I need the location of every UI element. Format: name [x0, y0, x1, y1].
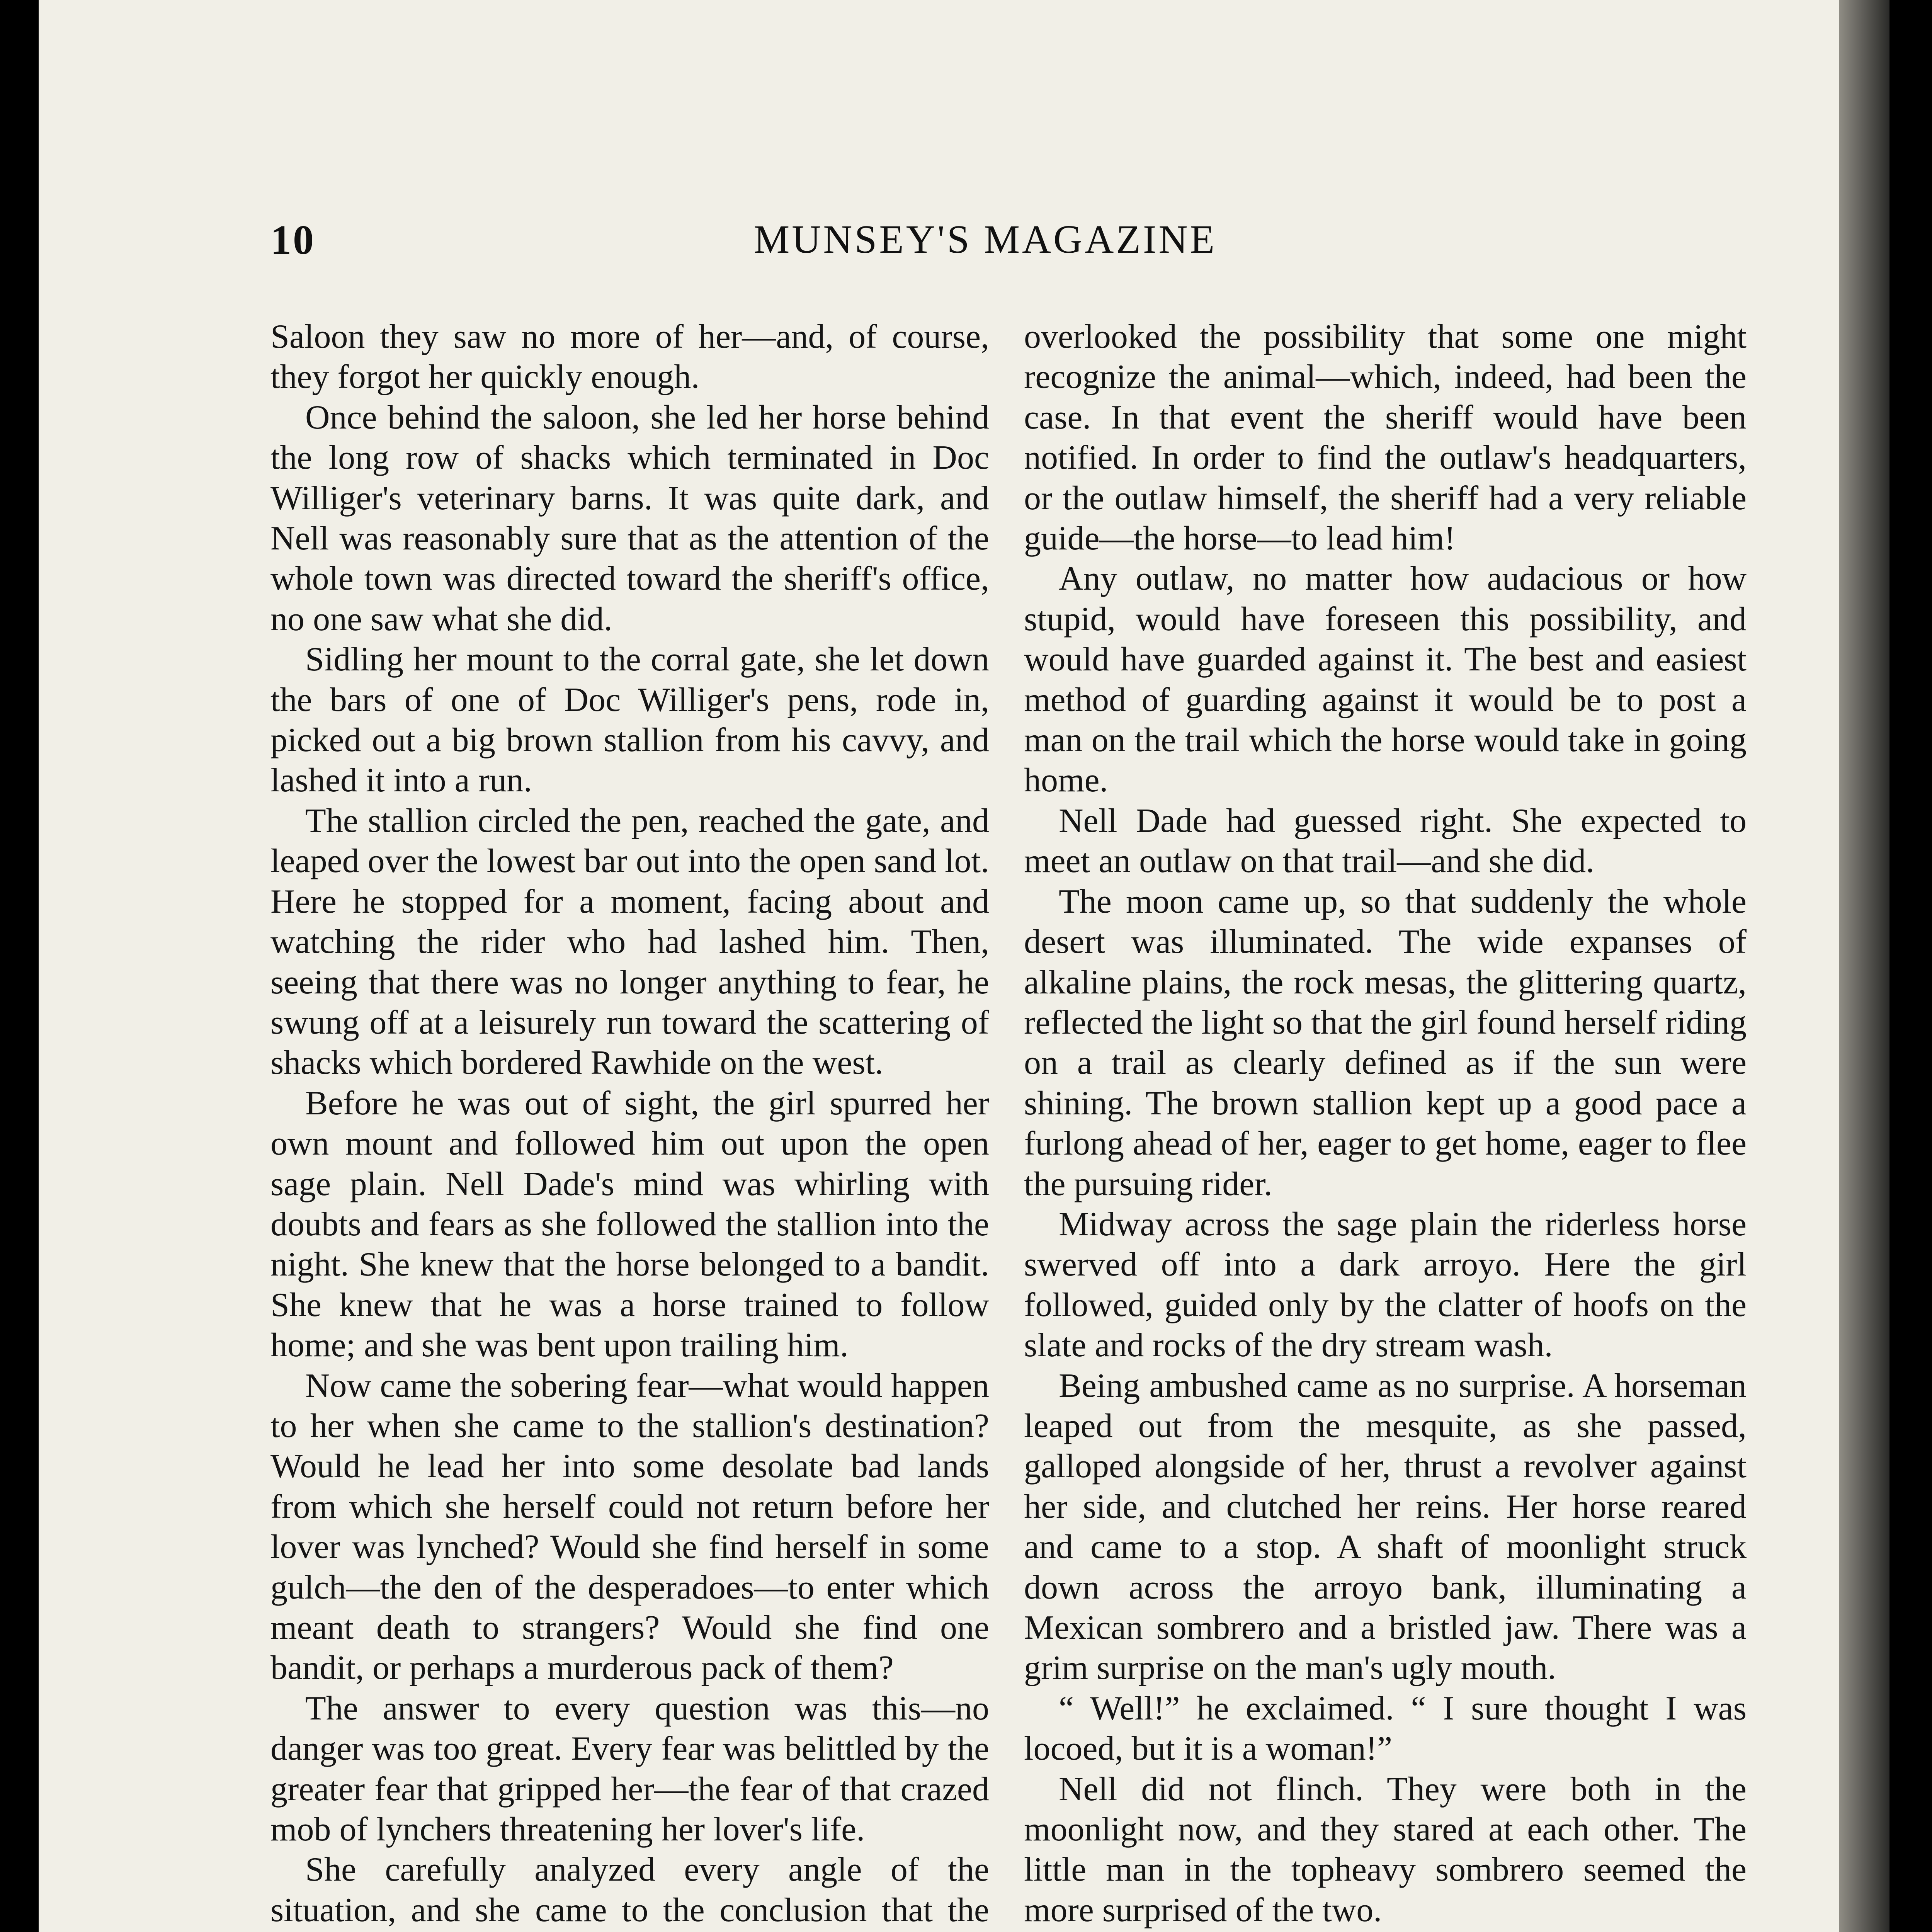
paragraph: Midway across the sage plain the riderless horse swerved off into a dark arroyo. Here the girl followed, guided only by the clatter of hoofs on the slate and rocks of the dry stream wash. [1024, 1205, 1747, 1364]
paragraph: Any outlaw, no matter how audacious or how stupid, would have foreseen this possibility, and would have guarded against it. The best and easiest method of guarding against it would be to post a man on the trail which the horse would take in going home. [1024, 560, 1747, 799]
paragraph: Once behind the saloon, she led her horse behind the long row of shacks which terminated in Doc Williger's veterinary barns. It was quite dark, and Nell was reasonably sure that as the attention of the whole town was directed toward the sheriff's office, no one saw what she did. [270, 398, 989, 638]
paragraph: Nell Dade had guessed right. She expected to meet an outlaw on that trail—and she did. [1024, 802, 1747, 880]
paragraph: Being ambushed came as no surprise. A horseman leaped out from the mesquite, as she passed, galloped alongside of her, thrust a revolver against her side, and clutched her reins. Her horse reared and came to a stop. A shaft of moonlight struck down across the arroyo bank, illuminating a Mexican sombrero and a bristled jaw. There was a grim surprise on the man's ugly mouth. [1024, 1367, 1747, 1687]
page-number: 10 [270, 217, 315, 263]
page-gutter-shadow [1839, 0, 1889, 1932]
page-header [270, 216, 1700, 294]
paragraph: “ Well!” he exclaimed. “ I sure thought I was locoed, but it is a woman!” [1024, 1689, 1747, 1768]
paragraph: The answer to every question was this—no danger was too great. Every fear was belittled by the greater fear that gripped her—the fear of that crazed mob of lynchers threatening her lover's life. [270, 1689, 989, 1849]
left-column [270, 317, 989, 1932]
paragraph: overlooked the possibility that some one might recognize the animal—which, indeed, had been the case. In that event the sheriff would have been notified. In order to find the outlaw's headquarters, or the outlaw himself, the sheriff had a very reliable guide—the horse—to lead him! [1024, 318, 1747, 558]
paragraph: She carefully analyzed every angle of the situation, and she came to the conclusion that the [270, 1851, 989, 1929]
paragraph [1024, 1930, 1747, 1932]
right-column [1024, 317, 1747, 1932]
paragraph: The stallion circled the pen, reached the gate, and leaped over the lowest bar out into the open sand lot. Here he stopped for a moment, facing about and watching the rider who had lashed him. Then, seeing that there was no longer anything to fear, he swung off at a leisurely run toward the scattering of shacks which bordered Rawhide on the west. [270, 802, 989, 1082]
paragraph: Saloon they saw no more of her—and, of course, they forgot her quickly enough. [270, 318, 989, 396]
paragraph: The moon came up, so that suddenly the whole desert was illuminated. The wide expanses of alkaline plains, the rock mesas, the glittering quartz, reflected the light so that the girl found herself riding on a trail as clearly defined as if the sun were shining. The brown stallion kept up a good pace a furlong ahead of her, eager to get home, eager to flee the pursuing rider. [1024, 883, 1747, 1203]
paragraph: Before he was out of sight, the girl spurred her own mount and followed him out upon the open sage plain. Nell Dade's mind was whirling with doubts and fears as she followed the stallion into the night. She knew that the horse belonged to a bandit. She knew that he was a horse trained to follow home; and she was bent upon trailing him. [270, 1084, 989, 1364]
paragraph: Now came the sobering fear—what would happen to her when she came to the stallion's destination? Would he lead her into some desolate bad lands from which she herself could not return before her lover was lynched? Would she find herself in some gulch—the den of the desperadoes—to enter which meant death to strangers? Would she find one bandit, or perhaps a murderous pack of them? [270, 1367, 989, 1687]
paragraph: Sidling her mount to the corral gate, she let down the bars of one of Doc Williger's pens, rode in, picked out a big brown stallion from his cavvy, and lashed it into a run. [270, 641, 989, 799]
paragraph: Nell did not flinch. They were both in the moonlight now, and they stared at each other. The little man in the topheavy sombrero seemed the more surprised of the two. [1024, 1770, 1747, 1929]
magazine-page [39, 0, 1870, 1932]
running-head: MUNSEY'S MAGAZINE [753, 217, 1217, 262]
